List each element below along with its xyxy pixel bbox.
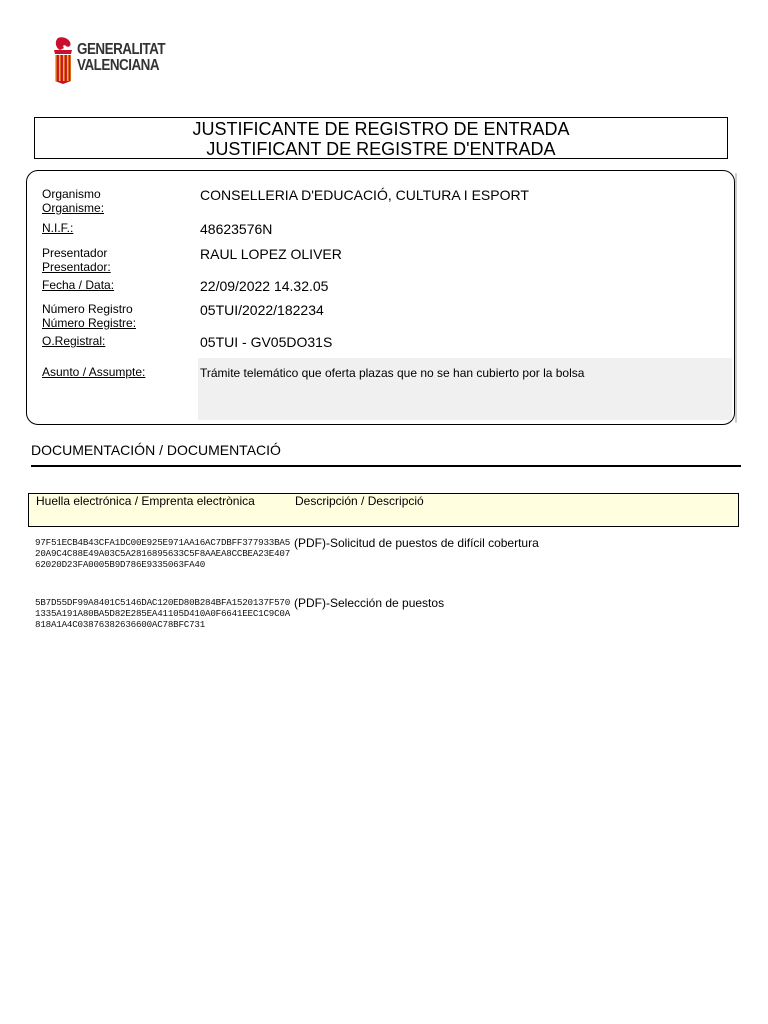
fecha-value: 22/09/2022 14.32.05 [200,278,329,294]
numero-label-va: Número Registre: [42,316,137,330]
logo-line-1: GENERALITAT [77,41,166,58]
organismo-label-es: Organismo [42,187,101,201]
oregistral-label: O.Registral: [42,334,106,348]
document-description: (PDF)-Solicitud de puestos de difícil cobertura [294,536,539,550]
presentador-label-va: Presentador: [42,260,111,274]
column-header-hash: Huella electrónica / Emprenta electrònica [36,494,255,508]
document-description: (PDF)-Selección de puestos [294,596,445,610]
fecha-label: Fecha / Data: [42,278,115,292]
documentacion-title: DOCUMENTACIÓN / DOCUMENTACIÓ [31,442,281,458]
documentacion-table-header [28,493,739,527]
column-header-description: Descripción / Descripció [295,494,424,508]
coat-of-arms-icon [50,36,76,84]
presentador-label [42,246,111,274]
numero-registro-label [42,302,136,330]
presentador-label-es: Presentador [42,246,108,260]
numero-registro-value: 05TUI/2022/182234 [200,302,324,318]
title-line-es: JUSTIFICANTE DE REGISTRO DE ENTRADA [192,119,570,139]
organismo-value: CONSELLERIA D'EDUCACIÓ, CULTURA I ESPORT [200,187,529,203]
documentacion-divider [31,465,741,467]
logo-line-2: VALENCIANA [77,57,160,74]
presentador-value: RAUL LOPEZ OLIVER [200,246,342,262]
logo-text [77,42,165,74]
generalitat-logo [48,36,168,86]
asunto-value: Trámite telemático que oferta plazas que no se han cubierto por la bolsa [200,366,585,380]
organismo-label-va: Organisme: [42,201,105,215]
document-hash: 5B7D55DF99A8401C5146DAC120ED80B284BFA1520137F5701335A191A80BA5D82E285EA41105D410A0F6641EEC1C9C0A818A1A4C03876382636600AC78BFC731 [35,597,291,630]
asunto-label: Asunto / Assumpte: [42,365,146,379]
document-title-box [34,117,728,159]
title-line-va: JUSTIFICANT DE REGISTRE D'ENTRADA [206,139,556,159]
nif-value: 48623576N [200,221,273,237]
numero-label-es: Número Registro [42,302,133,316]
nif-label: N.I.F.: [42,221,74,235]
oregistral-value: 05TUI - GV05DO31S [200,334,333,350]
organismo-label [42,187,104,215]
document-hash: 97F51ECB4B43CFA1DC00E925E971AA16AC7DBFF377933BA520A9C4C88E49A03C5A2816895633C5F8AAEA8CCBEA23E40762020D23FA0005B9D786E9335063FA40 [35,537,291,570]
